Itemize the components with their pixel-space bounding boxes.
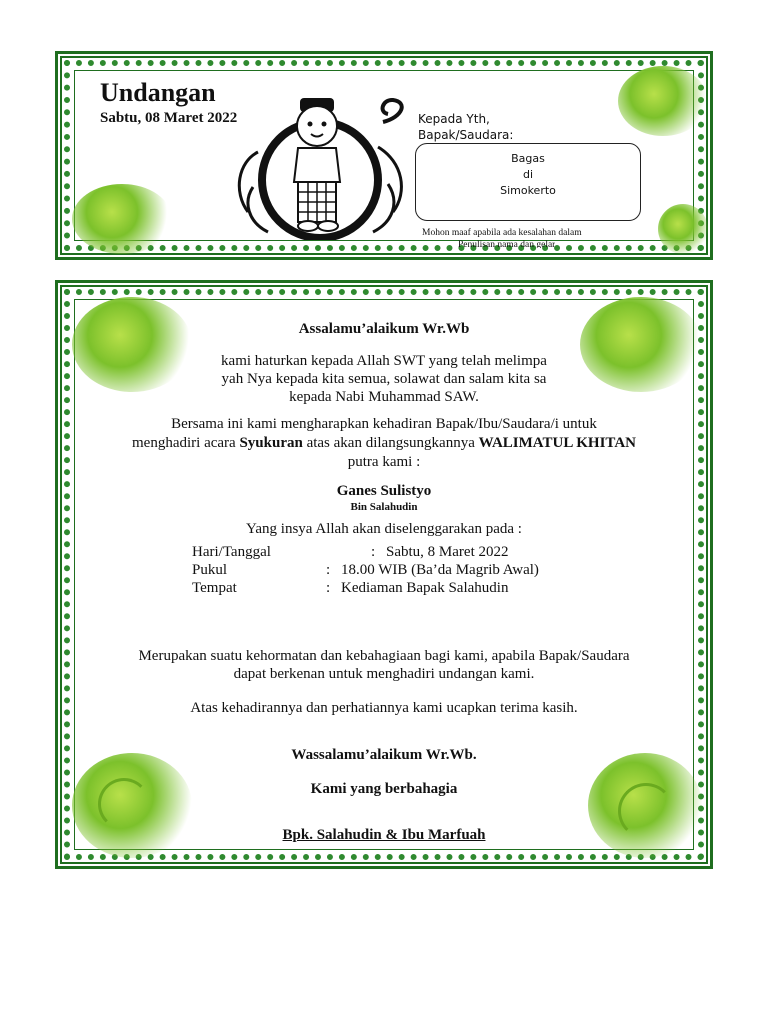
leaf-ornament-top-right-main — [580, 297, 702, 392]
request-line-2 — [78, 435, 690, 452]
request-line-3: putra kami : — [347, 454, 421, 470]
invitation-card — [55, 280, 713, 869]
signers: Bpk. Salahudin & Ibu Marfuah — [282, 827, 486, 843]
detail-label-time: Pukul — [192, 562, 228, 578]
child-bin: Bin Salahudin — [350, 501, 418, 513]
detail-value-place: Kediaman Bapak Salahudin — [341, 580, 509, 596]
greeting: Assalamu’alaikum Wr.Wb — [298, 321, 470, 337]
detail-sep-place: : — [326, 580, 331, 596]
request-text-c: atas akan dilangsungkannya — [302, 435, 479, 451]
leaf-ornament-top-right — [618, 66, 708, 136]
recipient-label-2: Bapak/Saudara: — [418, 128, 514, 142]
closing-greeting: Wassalamu’alaikum Wr.Wb. — [291, 747, 477, 763]
sign-intro: Kami yang berbahagia — [310, 781, 458, 797]
recipient-label-1: Kepada Yth, — [418, 112, 490, 126]
request-text-a: menghadiri acara — [132, 435, 240, 451]
mascot-illustration — [228, 92, 413, 240]
event-name: Syukuran — [239, 435, 303, 451]
leaf-ornament-bottom-left — [72, 184, 172, 254]
detail-value-date: Sabtu, 8 Maret 2022 — [386, 544, 509, 560]
recipient-di: di — [522, 168, 534, 181]
opening-line-1: kami haturkan kepada Allah SWT yang telah melimpa — [221, 353, 547, 369]
leaf-ornament-bottom-right — [658, 204, 708, 254]
detail-value-time: 18.00 WIB (Ba’da Magrib Awal) — [341, 562, 539, 578]
child-name: Ganes Sulistyo — [336, 483, 432, 499]
detail-label-place: Tempat — [192, 580, 237, 596]
thanks-line: Atas kehadirannya dan perhatiannya kami ucapkan terima kasih. — [190, 700, 578, 716]
event-title: WALIMATUL KHITAN — [478, 435, 636, 451]
honor-line-1: Merupakan suatu kehormatan dan kebahagiaan bagi kami, apabila Bapak/Saudara — [138, 648, 630, 664]
honor-line-2: dapat berkenan untuk menghadiri undangan kami. — [233, 666, 535, 682]
recipient-place: Simokerto — [500, 184, 556, 197]
detail-label-date: Hari/Tanggal — [192, 544, 271, 560]
detail-sep-time: : — [326, 562, 331, 578]
request-line-1: Bersama ini kami mengharapkan kehadiran Bapak/Ibu/Saudara/i untuk — [171, 416, 597, 432]
recipient-name: Bagas — [511, 152, 545, 165]
recipient-box — [415, 143, 641, 221]
opening-line-2: yah Nya kepada kita semua, solawat dan salam kita sa — [221, 371, 547, 387]
apology-note-1: Mohon maaf apabila ada kesalahan dalam — [422, 228, 582, 238]
invitation-title: Undangan — [100, 78, 216, 107]
held-intro: Yang insya Allah akan diselenggarakan pada : — [246, 521, 522, 537]
detail-sep-date: : — [371, 544, 376, 560]
opening-line-3: kepada Nabi Muhammad SAW. — [289, 389, 479, 405]
apology-note-2: Penulisan nama dan gelar — [458, 240, 556, 248]
invitation-date: Sabtu, 08 Maret 2022 — [100, 110, 238, 126]
leaf-ornament-top-left — [72, 297, 192, 392]
